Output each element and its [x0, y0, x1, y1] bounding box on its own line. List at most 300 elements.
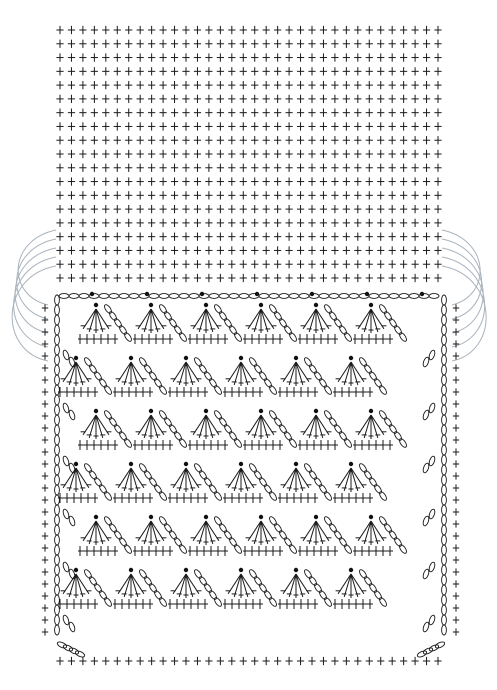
single-crochet-icon — [320, 109, 327, 117]
single-crochet-icon — [217, 219, 224, 227]
single-crochet-icon — [42, 484, 48, 491]
single-crochet-icon — [114, 246, 121, 254]
single-crochet-icon — [377, 109, 384, 117]
single-crochet-icon — [240, 260, 247, 268]
single-crochet-icon — [91, 177, 98, 185]
chain-icon — [388, 318, 398, 329]
single-crochet-icon — [217, 274, 224, 282]
chain-icon — [198, 470, 208, 481]
single-crochet-icon — [159, 26, 166, 34]
chain-icon — [218, 311, 228, 322]
single-crochet-icon — [148, 274, 155, 282]
single-crochet-icon — [56, 26, 63, 34]
single-crochet-icon — [297, 657, 304, 665]
single-crochet-icon — [320, 67, 327, 75]
chain-icon — [59, 294, 69, 299]
single-crochet-icon — [297, 246, 304, 254]
single-crochet-icon — [400, 164, 407, 172]
single-crochet-icon — [56, 164, 63, 172]
single-crochet-icon — [137, 136, 144, 144]
chain-icon — [422, 568, 430, 579]
single-crochet-icon — [194, 191, 201, 199]
slip-stitch-icon — [365, 292, 369, 296]
single-crochet-icon — [42, 328, 48, 335]
chain-icon — [228, 537, 238, 548]
single-crochet-icon — [308, 246, 315, 254]
single-crochet-icon — [453, 304, 459, 311]
chain-icon — [268, 385, 278, 396]
single-crochet-icon — [434, 109, 441, 117]
single-crochet-icon — [423, 26, 430, 34]
chain-icon — [442, 355, 447, 365]
chain-icon — [248, 569, 258, 580]
single-crochet-icon — [56, 274, 63, 282]
chain-icon — [233, 332, 243, 343]
single-crochet-icon — [68, 53, 75, 61]
single-crochet-icon — [102, 246, 109, 254]
chain-icon — [103, 516, 113, 527]
single-crochet-icon — [114, 260, 121, 268]
chain-icon — [393, 325, 403, 336]
single-crochet-icon — [228, 205, 235, 213]
chain-icon — [258, 371, 268, 382]
single-crochet-icon — [297, 81, 304, 89]
single-crochet-icon — [137, 81, 144, 89]
single-crochet-icon — [194, 274, 201, 282]
single-crochet-icon — [114, 81, 121, 89]
single-crochet-icon — [182, 122, 189, 130]
lace-motif — [168, 568, 223, 609]
single-crochet-icon — [331, 205, 338, 213]
single-crochet-icon — [411, 136, 418, 144]
left-arrow — [14, 257, 56, 347]
single-crochet-icon — [217, 81, 224, 89]
single-crochet-icon — [240, 26, 247, 34]
single-crochet-icon — [263, 260, 270, 268]
single-crochet-icon — [56, 150, 63, 158]
single-crochet-icon — [331, 26, 338, 34]
single-crochet-icon — [274, 122, 281, 130]
chain-icon — [258, 583, 268, 594]
single-crochet-icon — [251, 136, 258, 144]
chain-icon — [163, 311, 173, 322]
single-crochet-icon — [274, 246, 281, 254]
single-crochet-icon — [68, 260, 75, 268]
single-crochet-icon — [453, 520, 459, 527]
chain-icon — [193, 569, 203, 580]
chain-icon — [108, 523, 118, 534]
single-crochet-icon — [453, 328, 459, 335]
single-crochet-icon — [79, 177, 86, 185]
single-crochet-icon — [343, 191, 350, 199]
single-crochet-icon — [125, 177, 132, 185]
single-crochet-icon — [137, 26, 144, 34]
single-crochet-icon — [148, 40, 155, 48]
single-crochet-icon — [377, 150, 384, 158]
chain-icon — [209, 294, 219, 299]
chain-icon — [229, 294, 239, 299]
slip-stitch-icon — [314, 303, 318, 307]
single-crochet-icon — [354, 260, 361, 268]
chain-icon — [442, 475, 447, 485]
single-crochet-icon — [114, 657, 121, 665]
single-crochet-icon — [91, 233, 98, 241]
chain-icon — [268, 491, 278, 502]
chain-icon — [442, 605, 447, 615]
chain-icon — [283, 431, 293, 442]
single-crochet-icon — [251, 246, 258, 254]
chain-icon — [55, 505, 60, 515]
single-crochet-icon — [411, 67, 418, 75]
chain-icon — [208, 590, 218, 601]
single-crochet-icon — [400, 136, 407, 144]
single-crochet-icon — [308, 26, 315, 34]
single-crochet-icon — [159, 657, 166, 665]
single-crochet-icon — [137, 246, 144, 254]
single-crochet-icon — [308, 109, 315, 117]
single-crochet-icon — [182, 53, 189, 61]
single-crochet-icon — [42, 604, 48, 611]
single-crochet-icon — [159, 205, 166, 213]
chain-icon — [88, 470, 98, 481]
single-crochet-icon — [125, 81, 132, 89]
single-crochet-icon — [102, 191, 109, 199]
single-crochet-icon — [423, 274, 430, 282]
top-single-crochet-grid — [56, 26, 441, 282]
chain-icon — [113, 530, 123, 541]
single-crochet-icon — [125, 26, 132, 34]
single-crochet-icon — [194, 177, 201, 185]
single-crochet-icon — [366, 164, 373, 172]
single-crochet-icon — [354, 81, 361, 89]
single-crochet-icon — [251, 26, 258, 34]
chain-icon — [198, 364, 208, 375]
single-crochet-icon — [285, 136, 292, 144]
chain-icon — [378, 491, 388, 502]
chain-icon — [228, 431, 238, 442]
chain-icon — [55, 355, 60, 365]
single-crochet-icon — [228, 95, 235, 103]
single-crochet-icon — [79, 233, 86, 241]
single-crochet-icon — [56, 233, 63, 241]
single-crochet-icon — [148, 164, 155, 172]
single-crochet-icon — [159, 177, 166, 185]
single-crochet-icon — [366, 233, 373, 241]
chain-icon — [442, 435, 447, 445]
single-crochet-icon — [137, 657, 144, 665]
single-crochet-icon — [263, 233, 270, 241]
chain-icon — [398, 438, 408, 449]
single-crochet-icon — [285, 95, 292, 103]
chain-icon — [55, 525, 60, 535]
chain-icon — [208, 484, 218, 495]
single-crochet-icon — [171, 246, 178, 254]
single-crochet-icon — [343, 233, 350, 241]
single-crochet-icon — [297, 191, 304, 199]
single-crochet-icon — [389, 233, 396, 241]
chain-icon — [369, 294, 379, 299]
chain-icon — [318, 484, 328, 495]
chain-icon — [333, 318, 343, 329]
single-crochet-icon — [251, 260, 258, 268]
single-crochet-icon — [423, 67, 430, 75]
single-crochet-icon — [182, 136, 189, 144]
chain-icon — [55, 575, 60, 585]
single-crochet-icon — [42, 472, 48, 479]
single-crochet-icon — [411, 219, 418, 227]
lace-motif — [278, 356, 333, 397]
chain-icon — [239, 294, 249, 299]
lace-motif — [353, 303, 408, 344]
single-crochet-icon — [240, 150, 247, 158]
slip-stitch-icon — [145, 292, 149, 296]
single-crochet-icon — [389, 122, 396, 130]
single-crochet-icon — [400, 122, 407, 130]
single-crochet-icon — [251, 233, 258, 241]
lace-motif — [78, 303, 133, 344]
single-crochet-icon — [125, 219, 132, 227]
single-crochet-icon — [434, 81, 441, 89]
chain-icon — [248, 357, 258, 368]
lace-panel-border — [42, 292, 459, 658]
single-crochet-icon — [159, 53, 166, 61]
chain-icon — [98, 378, 108, 389]
single-crochet-icon — [217, 136, 224, 144]
single-crochet-icon — [148, 191, 155, 199]
single-crochet-icon — [205, 26, 212, 34]
chain-icon — [223, 424, 233, 435]
single-crochet-icon — [79, 205, 86, 213]
chain-icon — [219, 294, 229, 299]
chain-icon — [149, 294, 159, 299]
left-arrow — [17, 239, 56, 319]
single-crochet-icon — [102, 81, 109, 89]
chain-icon — [363, 470, 373, 481]
single-crochet-icon — [453, 352, 459, 359]
single-crochet-icon — [377, 205, 384, 213]
single-crochet-icon — [377, 274, 384, 282]
single-crochet-icon — [68, 26, 75, 34]
slip-stitch-icon — [349, 568, 353, 572]
single-crochet-icon — [366, 657, 373, 665]
single-crochet-icon — [366, 122, 373, 130]
single-crochet-icon — [125, 657, 132, 665]
single-crochet-icon — [343, 53, 350, 61]
single-crochet-icon — [251, 109, 258, 117]
lace-motif — [133, 303, 188, 344]
single-crochet-icon — [137, 233, 144, 241]
chain-icon — [358, 463, 368, 474]
single-crochet-icon — [331, 233, 338, 241]
single-crochet-icon — [228, 26, 235, 34]
single-crochet-icon — [137, 205, 144, 213]
single-crochet-icon — [42, 352, 48, 359]
chain-icon — [74, 650, 85, 659]
single-crochet-icon — [91, 205, 98, 213]
chain-icon — [93, 583, 103, 594]
lace-motif — [278, 462, 333, 503]
single-crochet-icon — [366, 136, 373, 144]
single-crochet-icon — [137, 150, 144, 158]
single-crochet-icon — [389, 177, 396, 185]
chain-icon — [388, 424, 398, 435]
single-crochet-icon — [297, 53, 304, 61]
chain-icon — [308, 364, 318, 375]
chain-icon — [299, 294, 309, 299]
single-crochet-icon — [194, 164, 201, 172]
chain-icon — [442, 515, 447, 525]
single-crochet-icon — [320, 274, 327, 282]
chain-icon — [198, 576, 208, 587]
single-crochet-icon — [389, 95, 396, 103]
single-crochet-icon — [251, 219, 258, 227]
single-crochet-icon — [434, 191, 441, 199]
single-crochet-icon — [377, 177, 384, 185]
single-crochet-icon — [389, 26, 396, 34]
chain-icon — [288, 438, 298, 449]
single-crochet-icon — [274, 260, 281, 268]
chain-icon — [378, 516, 388, 527]
single-crochet-icon — [263, 122, 270, 130]
single-crochet-icon — [434, 136, 441, 144]
single-crochet-icon — [194, 95, 201, 103]
single-crochet-icon — [171, 191, 178, 199]
slip-stitch-icon — [255, 292, 259, 296]
single-crochet-icon — [251, 53, 258, 61]
single-crochet-icon — [148, 53, 155, 61]
single-crochet-icon — [343, 177, 350, 185]
single-crochet-icon — [389, 164, 396, 172]
chain-icon — [55, 385, 60, 395]
single-crochet-icon — [228, 246, 235, 254]
single-crochet-icon — [411, 191, 418, 199]
chain-icon — [268, 410, 278, 421]
single-crochet-icon — [148, 150, 155, 158]
slip-stitch-icon — [94, 303, 98, 307]
single-crochet-icon — [320, 205, 327, 213]
chain-icon — [173, 431, 183, 442]
single-crochet-icon — [453, 592, 459, 599]
single-crochet-icon — [308, 205, 315, 213]
single-crochet-icon — [205, 67, 212, 75]
single-crochet-icon — [125, 191, 132, 199]
single-crochet-icon — [251, 657, 258, 665]
single-crochet-icon — [453, 604, 459, 611]
single-crochet-icon — [194, 657, 201, 665]
single-crochet-icon — [423, 40, 430, 48]
single-crochet-icon — [434, 122, 441, 130]
single-crochet-icon — [377, 233, 384, 241]
single-crochet-icon — [400, 95, 407, 103]
chain-icon — [289, 294, 299, 299]
single-crochet-icon — [308, 136, 315, 144]
single-crochet-icon — [320, 95, 327, 103]
single-crochet-icon — [331, 191, 338, 199]
single-crochet-icon — [137, 177, 144, 185]
single-crochet-icon — [400, 260, 407, 268]
chain-icon — [398, 544, 408, 555]
single-crochet-icon — [102, 233, 109, 241]
single-crochet-icon — [354, 274, 361, 282]
single-crochet-icon — [68, 164, 75, 172]
single-crochet-icon — [308, 95, 315, 103]
chain-icon — [248, 463, 258, 474]
chain-icon — [442, 415, 447, 425]
single-crochet-icon — [343, 150, 350, 158]
chain-icon — [343, 332, 353, 343]
single-crochet-icon — [343, 205, 350, 213]
single-crochet-icon — [228, 150, 235, 158]
single-crochet-icon — [411, 109, 418, 117]
chain-icon — [143, 576, 153, 587]
chain-icon — [98, 590, 108, 601]
single-crochet-icon — [102, 205, 109, 213]
single-crochet-icon — [251, 191, 258, 199]
single-crochet-icon — [68, 109, 75, 117]
single-crochet-icon — [377, 95, 384, 103]
single-crochet-icon — [159, 81, 166, 89]
single-crochet-icon — [331, 67, 338, 75]
chain-icon — [55, 625, 60, 635]
single-crochet-icon — [389, 246, 396, 254]
single-crochet-icon — [228, 164, 235, 172]
chain-icon — [163, 523, 173, 534]
chain-icon — [442, 575, 447, 585]
single-crochet-icon — [42, 496, 48, 503]
single-crochet-icon — [389, 219, 396, 227]
chain-icon — [103, 410, 113, 421]
single-crochet-icon — [389, 150, 396, 158]
chain-icon — [442, 535, 447, 545]
chain-icon — [442, 595, 447, 605]
single-crochet-icon — [240, 274, 247, 282]
single-crochet-icon — [274, 109, 281, 117]
single-crochet-icon — [297, 150, 304, 158]
single-crochet-icon — [354, 53, 361, 61]
chain-icon — [119, 294, 129, 299]
single-crochet-icon — [423, 177, 430, 185]
single-crochet-icon — [79, 164, 86, 172]
single-crochet-icon — [297, 109, 304, 117]
single-crochet-icon — [308, 40, 315, 48]
chain-icon — [55, 555, 60, 565]
right-arrow — [442, 248, 483, 333]
lace-motif — [243, 303, 298, 344]
single-crochet-icon — [79, 95, 86, 103]
single-crochet-icon — [423, 191, 430, 199]
single-crochet-icon — [217, 67, 224, 75]
single-crochet-icon — [263, 26, 270, 34]
chain-icon — [323, 304, 333, 315]
single-crochet-icon — [56, 109, 63, 117]
single-crochet-icon — [42, 628, 48, 635]
chain-icon — [333, 530, 343, 541]
single-crochet-icon — [320, 219, 327, 227]
single-crochet-icon — [400, 109, 407, 117]
single-crochet-icon — [217, 177, 224, 185]
single-crochet-icon — [182, 274, 189, 282]
single-crochet-icon — [217, 205, 224, 213]
chain-icon — [378, 304, 388, 315]
single-crochet-icon — [434, 219, 441, 227]
single-crochet-icon — [411, 81, 418, 89]
chain-icon — [68, 409, 76, 420]
chain-icon — [233, 438, 243, 449]
single-crochet-icon — [400, 81, 407, 89]
chain-icon — [303, 357, 313, 368]
single-crochet-icon — [194, 260, 201, 268]
single-crochet-icon — [171, 136, 178, 144]
